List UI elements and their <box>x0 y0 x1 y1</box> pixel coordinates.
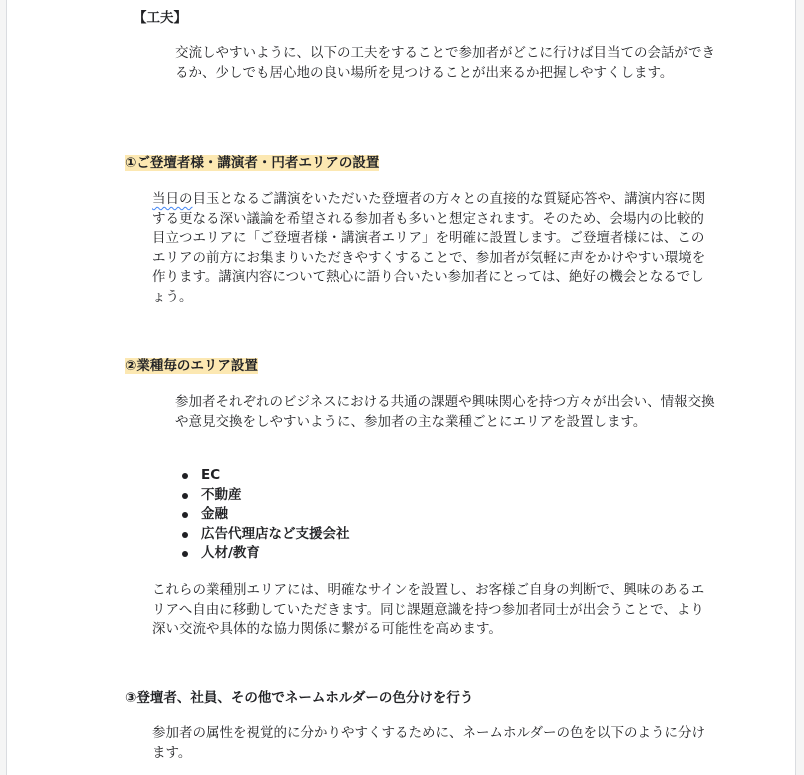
area2-intro: 参加者それぞれのビジネスにおける共通の課題や興味関心を持つ方々が出会い、情報交換や意見交換をしやすいように、参加者の主な業種ごとにエリアを設置します。 <box>175 394 715 430</box>
area1-body-text <box>152 190 707 307</box>
area1-title: ①ご登壇者様・講演者・円者エリアの設置 <box>125 155 380 171</box>
area3-paragraph <box>152 724 707 763</box>
list-item: EC <box>179 466 350 486</box>
section-heading-area2 <box>125 357 258 377</box>
area2-title: ②業種毎のエリア設置 <box>125 358 258 374</box>
area3-body: 参加者の属性を視覚的に分かりやすくするために、ネームホルダーの色を以下のように分けます。 <box>152 725 705 761</box>
area2-outro: これらの業種別エリアには、明確なサインを設置し、お客様ご自身の判断で、興味のあるエリアへ自由に移動していただきます。同じ課題意識を持つ参加者同士が出会うことで、より深い交流や具体的な協力関係に繋がる可能性を高めます。 <box>152 582 705 637</box>
area1-paragraph <box>152 190 707 307</box>
kufu-body: 交流しやすいように、以下の工夫をすることで参加者がどこに行けば目当ての会話ができるか、少しでも居心地の良い場所を見つけることが出来るか把握しやすくします。 <box>175 45 715 81</box>
industry-list <box>179 466 350 564</box>
area2-intro-paragraph <box>175 393 715 432</box>
area2-outro-paragraph <box>152 581 707 640</box>
document-page <box>6 0 796 775</box>
section-heading-area1 <box>125 154 379 174</box>
section-heading-area3: ③登壇者、社員、その他でネームホルダーの色分けを行う <box>125 690 474 706</box>
kufu-paragraph <box>175 44 715 83</box>
list-item: 金融 <box>179 505 350 525</box>
area1-body-underlined: 当日の <box>152 191 193 207</box>
list-item: 不動産 <box>179 486 350 506</box>
section-heading-kufu: 【工夫】 <box>133 10 187 26</box>
list-item: 人材/教育 <box>179 544 350 564</box>
area1-body: 目玉となるご講演をいただいた登壇者の方々との直接的な質疑応答や、講演内容に関する更なる深い議論を希望される参加者も多いと想定されます。そのため、会場内の比較的目立つエリアに「ご登壇者様・講演者エリア」を明確に設置します。ご登壇者様には、このエリアの前方にお集まりいただきやすくすることで、参加者が気軽に声をかけやすい環境を作ります。講演内容について熱心に語り合いたい参加者にとっては、絶好の機会となるでしょう。 <box>152 191 706 305</box>
list-item: 広告代理店など支援会社 <box>179 525 350 545</box>
